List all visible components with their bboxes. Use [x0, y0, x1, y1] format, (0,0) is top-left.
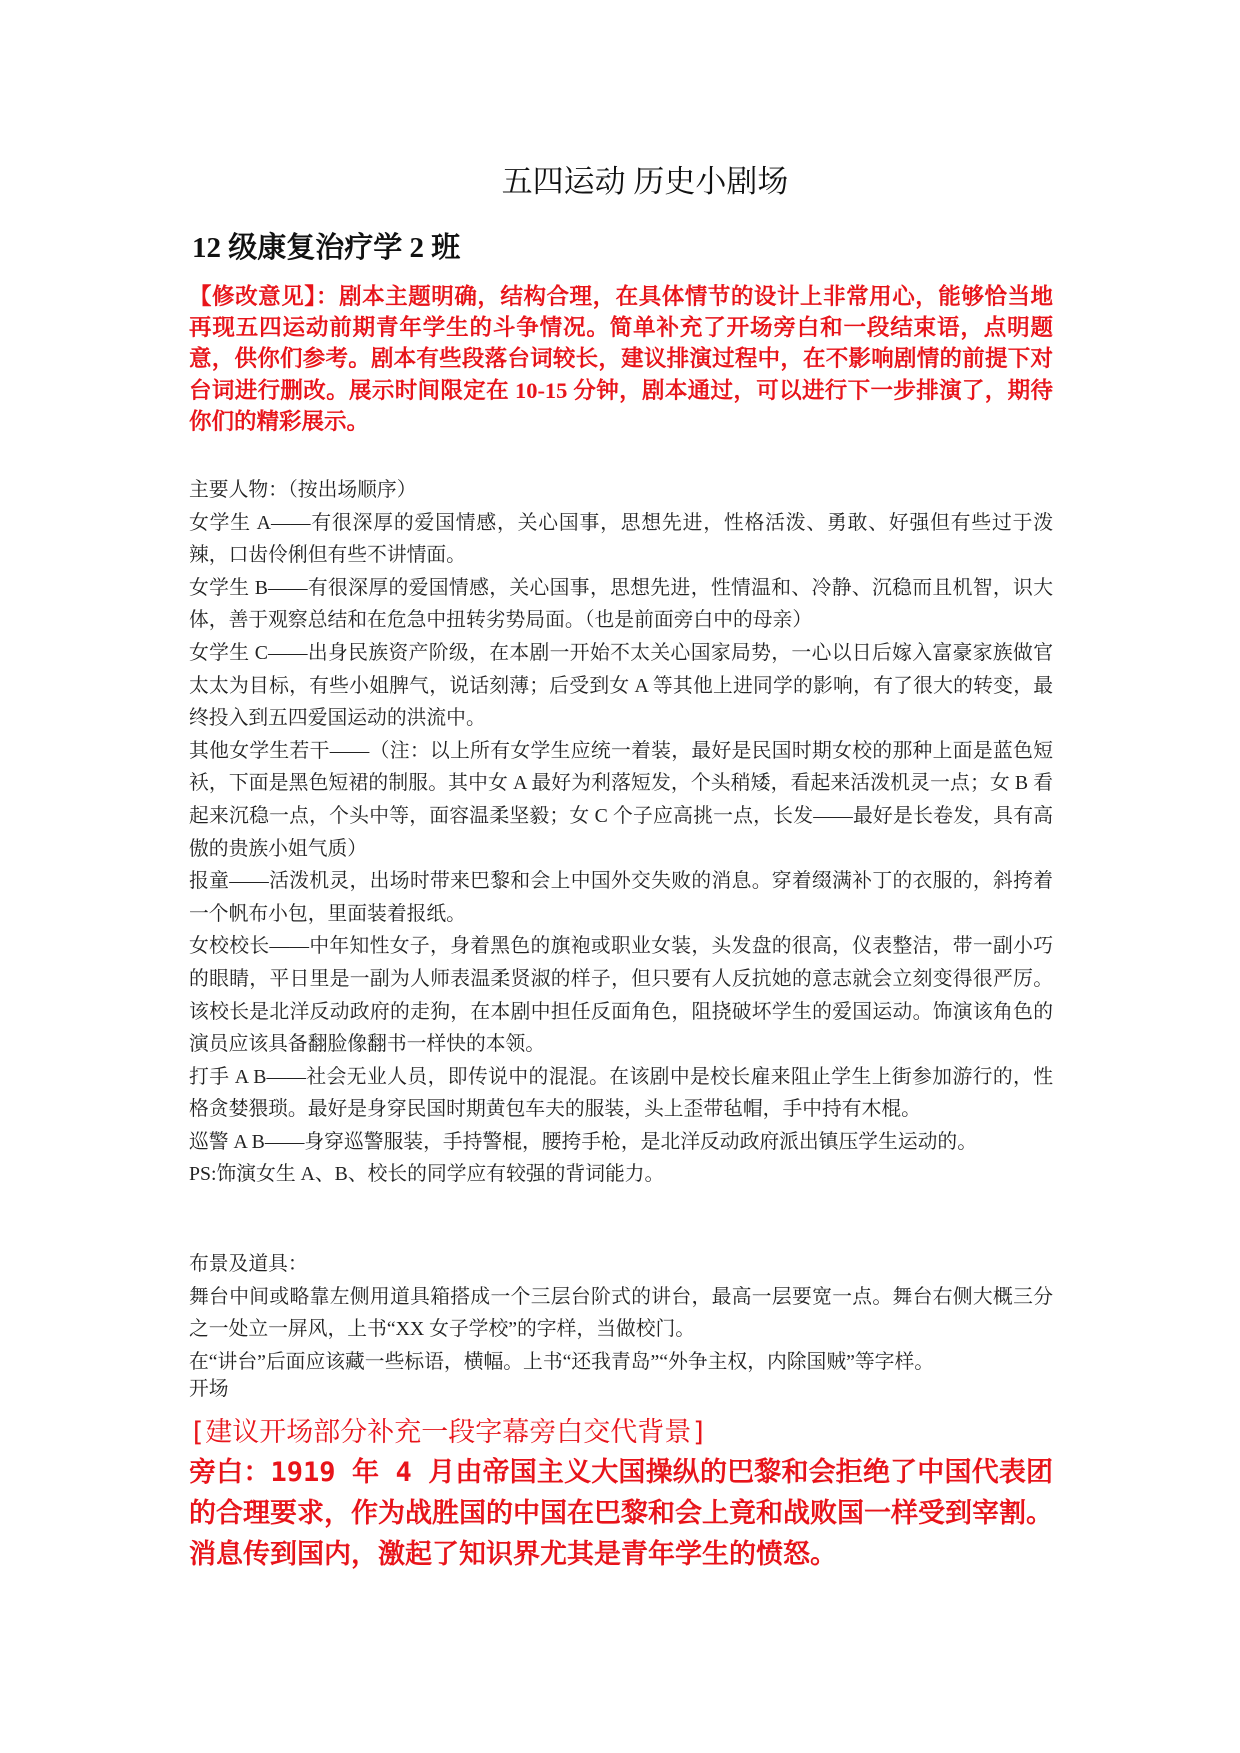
cast-item: 报童——活泼机灵，出场时带来巴黎和会上中国外交失败的消息。穿着缀满补丁的衣服的，斜挎着一个帆布小包，里面装着报纸。 — [189, 870, 1053, 925]
cast-item: 其他女学生若干——（注：以上所有女学生应统一着装，最好是民国时期女校的那种上面是蓝色短袄，下面是黑色短裙的制服。其中女 A 最好为利落短发，个头稍矮，看起来活泼机灵一点；女 B 看起来沉稳一点，个头中等，面容温柔坚毅；女 C 个子应高挑一点，长发——最好是长卷发，具有高傲的贵族小姐气质） — [189, 739, 1053, 860]
cast-item: 巡警 A B——身穿巡警服装，手持警棍，腰挎手枪，是北洋反动政府派出镇压学生运动的。 — [189, 1130, 977, 1153]
cast-item: 女学生 A——有很深厚的爱国情感，关心国事，思想先进，性格活泼、勇敢、好强但有些过于泼辣，口齿伶俐但有些不讲情面。 — [189, 511, 1053, 567]
opening-heading: 开场 — [189, 1378, 229, 1400]
opening-section — [189, 1373, 1053, 1406]
document-title: 五四运动 历史小剧场 — [501, 164, 789, 199]
props-section — [189, 1248, 1053, 1378]
cast-item: 打手 A B——社会无业人员，即传说中的混混。在该剧中是校长雇来阻止学生上街参加游行的，性格贪婪猥琐。最好是身穿民国时期黄包车夫的服装，头上歪带毡帽，手中持有木棍。 — [189, 1065, 1053, 1121]
cast-heading: 主要人物：（按出场顺序） — [189, 479, 417, 501]
opening-narration: 旁白：1919 年 4 月由帝国主义大国操纵的巴黎和会拒绝了中国代表团的合理要求，作为战胜国的中国在巴黎和会上竟和战败国一样受到宰割。消息传到国内，激起了知识界尤其是青年学生的愤怒。 — [189, 1457, 1053, 1570]
opening-suggestion: [建议开场部分补充一段字幕旁白交代背景] — [189, 1417, 708, 1448]
props-item: 舞台中间或略靠左侧用道具箱搭成一个三层台阶式的讲台，最高一层要宽一点。舞台右侧大概三分之一处立一屏风，上书“XX 女子学校”的字样，当做校门。 — [189, 1285, 1053, 1341]
cast-item: PS:饰演女生 A、B、校长的同学应有较强的背词能力。 — [189, 1163, 665, 1186]
review-comments: 【修改意见】：剧本主题明确，结构合理，在具体情节的设计上非常用心，能够恰当地再现五四运动前期青年学生的斗争情况。简单补充了开场旁白和一段结束语，点明题意，供你们参考。剧本有些段落台词较长，建议排演过程中，在不影响剧情的前提下对台词进行删改。展示时间限定在 10-15 分钟，剧本通过，可以进行下一步排演了，期待你们的精彩展示。 — [189, 284, 1053, 434]
cast-item: 女学生 C——出身民族资产阶级，在本剧一开始不太关心国家局势，一心以日后嫁入富豪家族做官太太为目标，有些小姐脾气，说话刻薄；后受到女 A 等其他上进同学的影响，有了很大的转变，最终投入到五四爱国运动的洪流中。 — [189, 641, 1053, 730]
props-heading: 布景及道具： — [189, 1253, 308, 1275]
cast-item: 女学生 B——有很深厚的爱国情感，关心国事，思想先进，性情温和、冷静、沉稳而且机智，识大体，善于观察总结和在危急中扭转劣势局面。（也是前面旁白中的母亲） — [189, 576, 1053, 632]
cast-section — [189, 474, 1053, 1191]
cast-item: 女校校长——中年知性女子，身着黑色的旗袍或职业女装，头发盘的很高，仪表整洁，带一副小巧的眼睛，平日里是一副为人师表温柔贤淑的样子，但只要有人反抗她的意志就会立刻变得很严厉。该校长是北洋反动政府的走狗，在本剧中担任反面角色，阻挠破坏学生的爱国运动。饰演该角色的演员应该具备翻脸像翻书一样快的本领。 — [189, 935, 1053, 1056]
props-item: 在“讲台”后面应该藏一些标语，横幅。上书“还我青岛”“外争主权，内除国贼”等字样。 — [189, 1350, 935, 1373]
class-subtitle: 12 级康复治疗学 2 班 — [192, 232, 461, 264]
